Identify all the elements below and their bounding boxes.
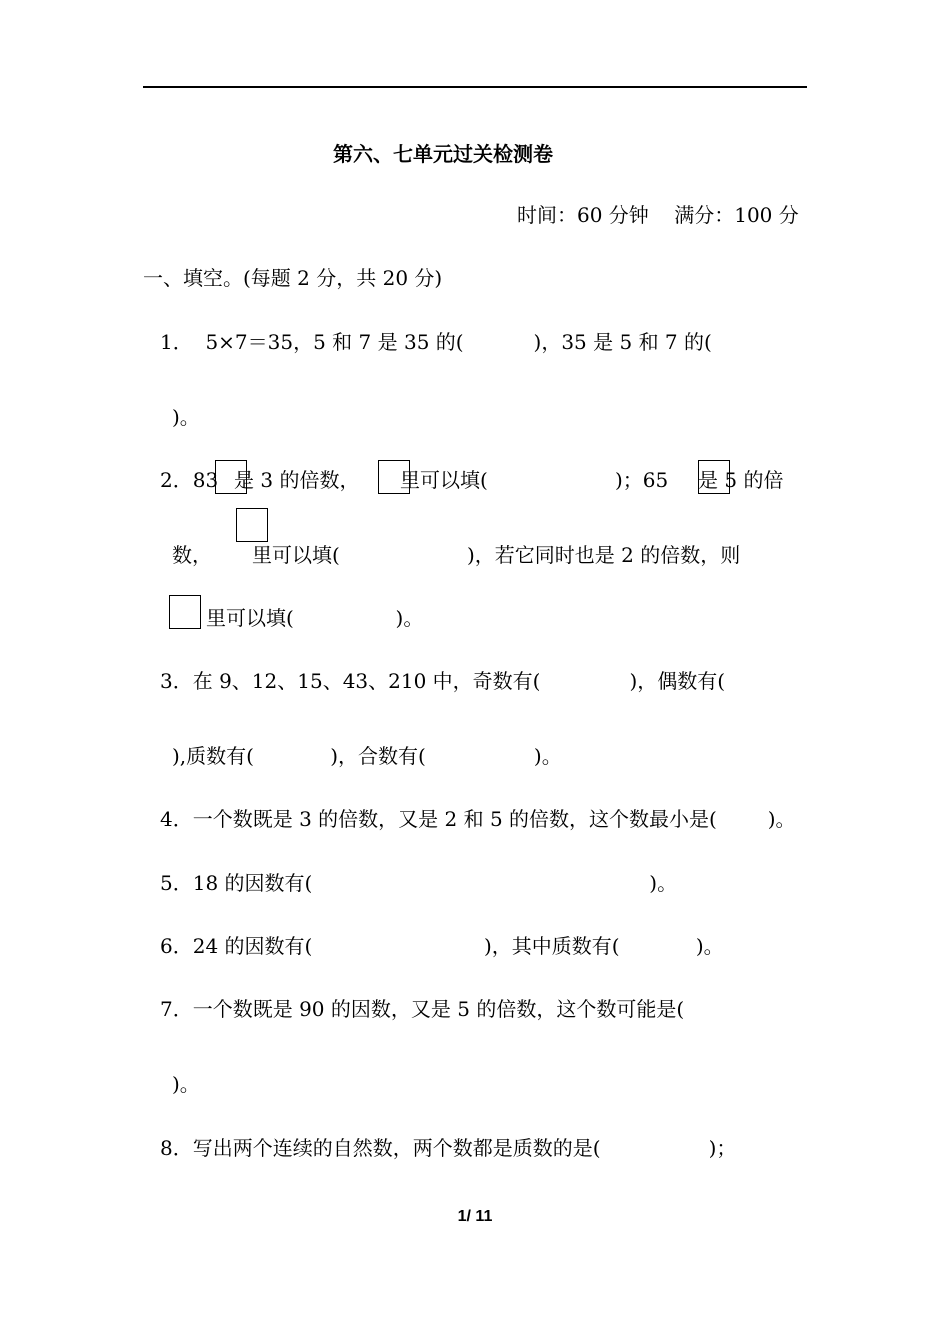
question-3-line-1: 3．在 9、12、15、43、210 中，奇数有( )，偶数有(: [160, 669, 726, 693]
section-heading: 一、填空。(每题 2 分，共 20 分): [143, 266, 443, 290]
question-7-line-1: 7．一个数既是 90 的因数，又是 5 的倍数，这个数可能是(: [160, 997, 685, 1021]
question-1-line-1: 1． 5×7＝35，5 和 7 是 35 的( )，35 是 5 和 7 的(: [160, 330, 712, 354]
question-2-line-1b: 是 3 的倍数，: [234, 468, 360, 492]
question-2-line-1d: 是 5 的倍: [698, 468, 784, 492]
exam-meta: 时间：60 分钟 满分：100 分: [517, 203, 799, 227]
question-1-line-2: )。: [172, 405, 200, 429]
question-4: 4．一个数既是 3 的倍数，又是 2 和 5 的倍数，这个数最小是( )。: [160, 807, 796, 831]
blank-box-5: [169, 595, 201, 629]
question-3-line-2: ),质数有( )，合数有( )。: [172, 744, 562, 768]
question-5: 5．18 的因数有( )。: [160, 871, 678, 895]
page-number: 1/ 11: [457, 1208, 493, 1225]
blank-box-4: [236, 508, 268, 542]
question-6: 6．24 的因数有( )，其中质数有( )。: [160, 934, 724, 958]
page-title: 第六、七单元过关检测卷: [333, 142, 553, 166]
question-2-line-3: 里可以填( )。: [206, 606, 424, 630]
question-2-line-1c: 里可以填( )；65: [400, 468, 669, 492]
question-8: 8．写出两个连续的自然数，两个数都是质数的是( )；: [160, 1136, 737, 1160]
question-2-line-2b: 里可以填( )，若它同时也是 2 的倍数，则: [252, 543, 741, 567]
question-7-line-2: )。: [172, 1072, 200, 1096]
question-2-line-1a: 2．83: [160, 468, 219, 492]
question-2-line-2a: 数，: [172, 543, 212, 567]
header-rule: [143, 86, 807, 88]
